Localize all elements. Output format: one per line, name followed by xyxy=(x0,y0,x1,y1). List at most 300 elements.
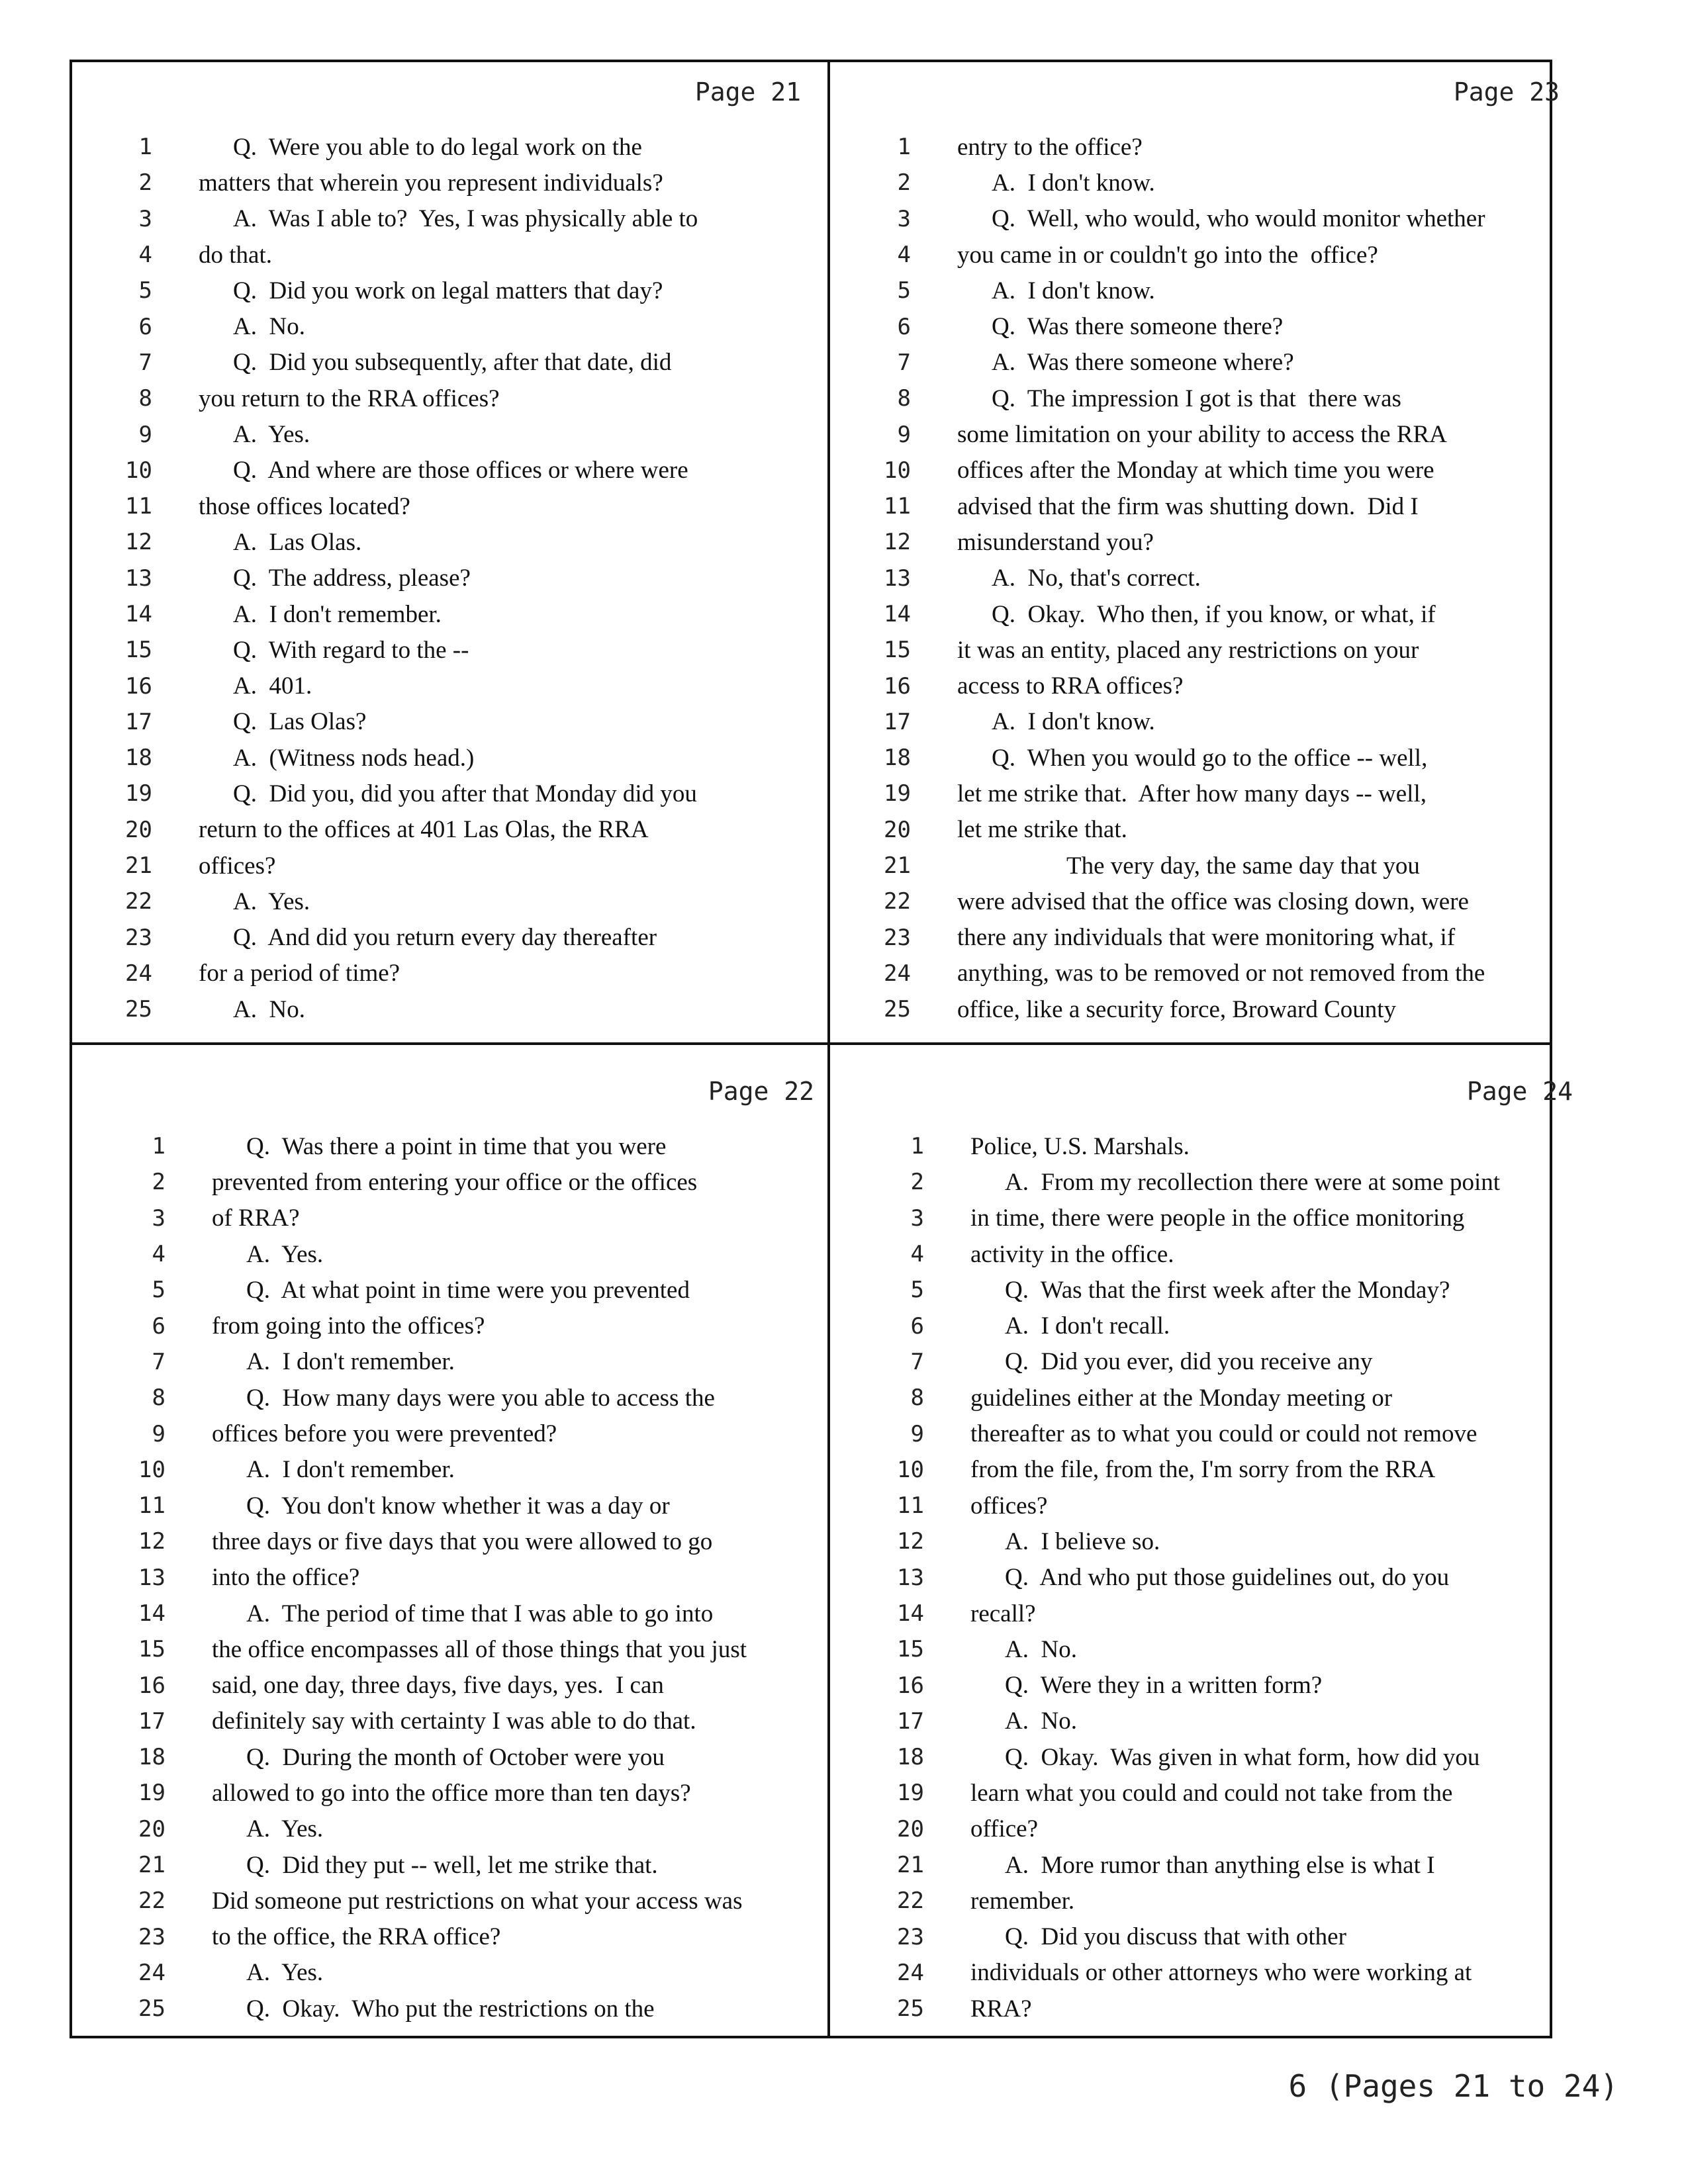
line-text: some limitation on your ability to access the RRA xyxy=(957,421,1447,449)
line-number: 6 xyxy=(910,1312,924,1340)
transcript-line xyxy=(831,632,1586,668)
line-text: Q. Did you subsequently, after that date, did xyxy=(233,349,672,377)
line-text: Q. And where are those offices or where were xyxy=(233,457,688,484)
line-text: to the office, the RRA office? xyxy=(212,1923,501,1951)
line-number: 6 xyxy=(152,1312,165,1340)
line-text: you came in or couldn't go into the office? xyxy=(957,241,1378,269)
transcript-line xyxy=(845,1704,1599,1739)
line-text: do that. xyxy=(199,241,272,269)
line-number: 11 xyxy=(897,1492,924,1520)
transcript-line xyxy=(845,1380,1599,1416)
line-text: prevented from entering your office or the offices xyxy=(212,1168,698,1196)
line-number: 21 xyxy=(897,1852,924,1879)
transcript-line xyxy=(73,704,827,740)
transcript-line xyxy=(845,1452,1599,1488)
transcript-line xyxy=(86,1847,841,1883)
transcript-line xyxy=(845,1919,1599,1955)
transcript-line xyxy=(73,165,827,201)
line-number: 4 xyxy=(152,1241,165,1268)
line-number: 3 xyxy=(138,205,152,232)
transcript-lines xyxy=(845,1128,1599,2026)
line-number: 21 xyxy=(125,852,152,880)
line-text: from going into the offices? xyxy=(212,1312,485,1340)
line-number: 8 xyxy=(152,1385,165,1412)
transcript-line xyxy=(845,1631,1599,1667)
line-number: 3 xyxy=(897,205,911,232)
line-text: A. I don't know. xyxy=(992,277,1155,304)
line-text: A. 401. xyxy=(233,672,312,700)
transcript-line xyxy=(831,345,1586,381)
line-number: 25 xyxy=(138,1995,165,2023)
line-number: 4 xyxy=(910,1241,924,1268)
line-number: 12 xyxy=(897,1528,924,1555)
line-text: A. No. xyxy=(1005,1707,1077,1735)
transcript-line xyxy=(73,884,827,919)
line-number: 14 xyxy=(138,1600,165,1627)
transcript-line xyxy=(831,740,1586,776)
line-text: Q. Was that the first week after the Monday? xyxy=(1005,1276,1450,1304)
line-number: 7 xyxy=(152,1348,165,1375)
transcript-line xyxy=(845,1416,1599,1451)
line-text: thereafter as to what you could or could not remove xyxy=(970,1420,1477,1448)
line-text: offices? xyxy=(199,852,276,880)
transcript-line xyxy=(845,1560,1599,1596)
line-number: 2 xyxy=(910,1169,924,1196)
line-text: A. Las Olas. xyxy=(233,528,362,556)
line-text: Q. Okay. Who then, if you know, or what, if xyxy=(992,600,1436,628)
transcript-line xyxy=(73,201,827,237)
line-number: 23 xyxy=(138,1923,165,1950)
transcript-line xyxy=(73,991,827,1027)
line-text: A. The period of time that I was able to go into xyxy=(246,1600,714,1627)
transcript-line xyxy=(831,704,1586,740)
horizontal-divider xyxy=(70,1042,1552,1045)
line-number: 21 xyxy=(884,852,911,880)
line-text: A. No. xyxy=(1005,1635,1077,1663)
line-number: 7 xyxy=(897,349,911,376)
line-text: Q. Did you ever, did you receive any xyxy=(1005,1348,1373,1376)
transcript-line xyxy=(831,273,1586,308)
line-number: 14 xyxy=(125,601,152,627)
transcript-page-23 xyxy=(831,63,1586,1029)
transcript-page-21 xyxy=(73,63,827,1029)
line-text: The very day, the same day that you xyxy=(1066,852,1420,880)
line-number: 5 xyxy=(897,277,911,304)
line-number: 19 xyxy=(125,780,152,807)
transcript-line xyxy=(831,920,1586,956)
line-text: matters that wherein you represent individuals? xyxy=(199,169,663,197)
line-number: 25 xyxy=(897,1995,924,2023)
line-number: 14 xyxy=(884,601,911,627)
transcript-line xyxy=(86,1416,841,1451)
line-number: 12 xyxy=(138,1528,165,1555)
line-number: 20 xyxy=(884,816,911,843)
line-text: definitely say with certainty I was able to do that. xyxy=(212,1707,696,1735)
line-number: 16 xyxy=(138,1672,165,1699)
line-text: RRA? xyxy=(970,1995,1032,2023)
transcript-line xyxy=(845,1739,1599,1775)
line-text: Q. The address, please? xyxy=(233,565,471,592)
line-text: activity in the office. xyxy=(970,1240,1174,1268)
transcript-line xyxy=(73,812,827,848)
transcript-lines xyxy=(73,129,827,1027)
line-number: 3 xyxy=(152,1205,165,1232)
transcript-line xyxy=(73,956,827,991)
line-text: A. No, that's correct. xyxy=(992,565,1201,592)
line-text: A. (Witness nods head.) xyxy=(233,744,475,772)
line-number: 11 xyxy=(138,1492,165,1520)
line-text: Q. At what point in time were you prevented xyxy=(246,1276,690,1304)
line-text: advised that the firm was shutting down. Did I xyxy=(957,492,1419,520)
line-text: A. I don't know. xyxy=(992,169,1155,197)
line-text: let me strike that. After how many days -- well, xyxy=(957,780,1427,807)
transcript-line xyxy=(86,1308,841,1343)
transcript-line xyxy=(73,381,827,416)
line-text: into the office? xyxy=(212,1564,360,1592)
transcript-line xyxy=(845,1883,1599,1919)
line-number: 15 xyxy=(884,637,911,664)
line-text: A. Yes. xyxy=(233,887,310,915)
transcript-line xyxy=(86,1704,841,1739)
line-text: Q. With regard to the -- xyxy=(233,636,469,664)
line-number: 1 xyxy=(910,1133,924,1160)
line-text: return to the offices at 401 Las Olas, the RRA xyxy=(199,816,649,844)
transcript-line xyxy=(845,1991,1599,2026)
transcript-line xyxy=(831,561,1586,596)
line-text: entry to the office? xyxy=(957,133,1143,161)
line-number: 25 xyxy=(125,996,152,1023)
transcript-line xyxy=(86,1344,841,1380)
transcript-line xyxy=(86,1667,841,1703)
line-text: Q. Did they put -- well, let me strike that. xyxy=(246,1851,658,1879)
line-text: A. Yes. xyxy=(246,1240,324,1268)
line-number: 19 xyxy=(138,1780,165,1807)
line-number: 12 xyxy=(884,529,911,556)
transcript-line xyxy=(86,1128,841,1164)
transcript-lines xyxy=(831,129,1586,1027)
transcript-line xyxy=(73,668,827,704)
line-number: 25 xyxy=(884,996,911,1023)
line-text: Q. Were you able to do legal work on the xyxy=(233,133,642,161)
page-number-header: Page 23 xyxy=(1453,77,1560,107)
transcript-line xyxy=(831,848,1586,884)
transcript-line xyxy=(73,920,827,956)
line-number: 1 xyxy=(897,134,911,161)
line-number: 9 xyxy=(910,1420,924,1447)
line-number: 5 xyxy=(910,1277,924,1304)
line-number: 22 xyxy=(125,888,152,915)
transcript-line xyxy=(831,308,1586,344)
line-text: access to RRA offices? xyxy=(957,672,1184,700)
transcript-line xyxy=(831,453,1586,488)
transcript-line xyxy=(86,1560,841,1596)
line-number: 13 xyxy=(897,1564,924,1591)
line-text: A. I don't know. xyxy=(992,708,1155,736)
page-number-header: Page 24 xyxy=(1466,1077,1573,1106)
transcript-line xyxy=(86,1452,841,1488)
transcript-line xyxy=(831,668,1586,704)
transcript-line xyxy=(845,1128,1599,1164)
line-number: 21 xyxy=(138,1852,165,1879)
line-number: 8 xyxy=(910,1385,924,1412)
transcript-line xyxy=(831,596,1586,632)
line-number: 20 xyxy=(897,1815,924,1843)
line-text: you return to the RRA offices? xyxy=(199,385,500,412)
transcript-line xyxy=(73,776,827,811)
line-text: Q. Did you discuss that with other xyxy=(1005,1923,1346,1951)
line-number: 23 xyxy=(897,1923,924,1950)
line-text: Q. Was there someone there? xyxy=(992,313,1284,341)
transcript-line xyxy=(73,488,827,524)
line-number: 6 xyxy=(897,313,911,340)
transcript-line xyxy=(73,273,827,308)
transcript-line xyxy=(845,1847,1599,1883)
line-number: 22 xyxy=(897,1888,924,1915)
line-number: 17 xyxy=(897,1707,924,1735)
line-text: offices before you were prevented? xyxy=(212,1420,557,1448)
transcript-line xyxy=(86,1380,841,1416)
line-number: 15 xyxy=(897,1636,924,1663)
transcript-line xyxy=(86,1991,841,2026)
page-footer: 6 (Pages 21 to 24) xyxy=(1288,2068,1618,2104)
transcript-line xyxy=(73,848,827,884)
line-text: A. I don't remember. xyxy=(246,1456,455,1484)
transcript-line xyxy=(845,1164,1599,1200)
line-text: A. Was there someone where? xyxy=(992,349,1294,377)
line-number: 1 xyxy=(152,1133,165,1160)
line-number: 22 xyxy=(884,888,911,915)
line-text: offices after the Monday at which time you were xyxy=(957,457,1434,484)
line-text: in time, there were people in the office monitoring xyxy=(970,1205,1465,1232)
transcript-line xyxy=(831,812,1586,848)
transcript-line xyxy=(86,1919,841,1955)
line-text: there any individuals that were monitoring what, if xyxy=(957,924,1456,952)
line-number: 5 xyxy=(138,277,152,304)
line-text: A. Yes. xyxy=(233,421,310,449)
line-text: A. I don't recall. xyxy=(1005,1312,1170,1340)
transcript-line xyxy=(86,1524,841,1559)
line-text: offices? xyxy=(970,1492,1048,1520)
line-text: for a period of time? xyxy=(199,960,400,987)
transcript-line xyxy=(845,1344,1599,1380)
line-text: Police, U.S. Marshals. xyxy=(970,1132,1190,1160)
transcript-line xyxy=(845,1524,1599,1559)
line-text: Q. How many days were you able to access the xyxy=(246,1384,715,1412)
line-number: 15 xyxy=(138,1636,165,1663)
transcript-line xyxy=(845,1667,1599,1703)
line-number: 4 xyxy=(138,242,152,269)
transcript-line xyxy=(845,1596,1599,1631)
line-number: 15 xyxy=(125,637,152,664)
line-number: 19 xyxy=(884,780,911,807)
line-number: 13 xyxy=(125,565,152,592)
line-text: Q. And did you return every day thereafter xyxy=(233,924,657,952)
line-text: A. Yes. xyxy=(246,1959,324,1987)
line-text: A. More rumor than anything else is what I xyxy=(1005,1851,1435,1879)
line-number: 9 xyxy=(138,421,152,448)
transcript-line xyxy=(831,416,1586,452)
line-number: 12 xyxy=(125,529,152,556)
line-number: 1 xyxy=(138,134,152,161)
transcript-line xyxy=(86,1596,841,1631)
line-text: A. I don't remember. xyxy=(233,600,442,628)
transcript-line xyxy=(73,308,827,344)
transcript-line xyxy=(845,1775,1599,1811)
transcript-page-22 xyxy=(86,1062,841,2028)
line-number: 18 xyxy=(884,745,911,772)
line-number: 16 xyxy=(897,1672,924,1699)
line-text: Q. Was there a point in time that you were xyxy=(246,1132,667,1160)
line-text: A. No. xyxy=(233,995,305,1023)
line-number: 16 xyxy=(884,672,911,700)
line-number: 24 xyxy=(138,1959,165,1986)
page-number-header: Page 22 xyxy=(708,1077,814,1106)
transcript-line xyxy=(831,129,1586,165)
page-number-header: Page 21 xyxy=(694,77,801,107)
line-text: Q. And who put those guidelines out, do you xyxy=(1005,1564,1450,1592)
line-text: misunderstand you? xyxy=(957,528,1154,556)
line-text: it was an entity, placed any restrictions on your xyxy=(957,636,1419,664)
transcript-line xyxy=(845,1488,1599,1524)
transcript-line xyxy=(831,956,1586,991)
line-number: 4 xyxy=(897,242,911,269)
transcript-lines xyxy=(86,1128,841,2026)
line-text: three days or five days that you were allowed to go xyxy=(212,1527,713,1555)
line-text: learn what you could and could not take from the xyxy=(970,1779,1453,1807)
line-text: Q. During the month of October were you xyxy=(246,1743,665,1771)
transcript-line xyxy=(73,524,827,560)
transcript-line xyxy=(845,1236,1599,1272)
transcript-line xyxy=(86,1164,841,1200)
line-text: let me strike that. xyxy=(957,816,1127,844)
line-number: 2 xyxy=(897,169,911,197)
line-text: individuals or other attorneys who were working at xyxy=(970,1959,1472,1987)
line-number: 22 xyxy=(138,1888,165,1915)
transcript-page-24 xyxy=(845,1062,1599,2028)
transcript-line xyxy=(86,1955,841,1991)
line-text: A. I don't remember. xyxy=(246,1348,455,1376)
line-text: A. I believe so. xyxy=(1005,1527,1160,1555)
line-number: 10 xyxy=(884,457,911,484)
line-number: 24 xyxy=(897,1959,924,1986)
line-text: Q. Well, who would, who would monitor whether xyxy=(992,205,1485,233)
line-number: 17 xyxy=(138,1707,165,1735)
line-text: Q. Las Olas? xyxy=(233,708,367,736)
line-number: 11 xyxy=(884,493,911,520)
transcript-line xyxy=(86,1631,841,1667)
line-number: 5 xyxy=(152,1277,165,1304)
line-text: were advised that the office was closing down, were xyxy=(957,887,1469,915)
line-text: Did someone put restrictions on what your access was xyxy=(212,1887,743,1915)
transcript-line xyxy=(73,129,827,165)
line-number: 20 xyxy=(125,816,152,843)
line-text: Q. Were they in a written form? xyxy=(1005,1672,1323,1700)
line-text: of RRA? xyxy=(212,1205,300,1232)
transcript-line xyxy=(845,1811,1599,1847)
line-text: the office encompasses all of those things that you just xyxy=(212,1635,747,1663)
line-text: Q. Okay. Was given in what form, how did you xyxy=(1005,1743,1480,1771)
line-text: Q. When you would go to the office -- well, xyxy=(992,744,1428,772)
line-number: 8 xyxy=(897,385,911,412)
line-number: 23 xyxy=(125,924,152,951)
line-text: A. From my recollection there were at some point xyxy=(1005,1168,1501,1196)
line-number: 6 xyxy=(138,313,152,340)
line-text: remember. xyxy=(970,1887,1075,1915)
line-text: A. Yes. xyxy=(246,1815,324,1843)
line-text: Q. Did you work on legal matters that day? xyxy=(233,277,663,304)
transcript-line xyxy=(831,201,1586,237)
line-text: Q. Did you, did you after that Monday did you xyxy=(233,780,697,807)
line-number: 14 xyxy=(897,1600,924,1627)
transcript-line xyxy=(831,884,1586,919)
transcript-line xyxy=(73,345,827,381)
transcript-line xyxy=(831,991,1586,1027)
line-number: 18 xyxy=(125,745,152,772)
transcript-line xyxy=(86,1272,841,1308)
transcript-line xyxy=(73,632,827,668)
line-number: 19 xyxy=(897,1780,924,1807)
line-number: 10 xyxy=(138,1456,165,1483)
line-text: office? xyxy=(970,1815,1039,1843)
line-text: Q. The impression I got is that there was xyxy=(992,385,1401,412)
line-number: 16 xyxy=(125,672,152,700)
line-number: 3 xyxy=(910,1205,924,1232)
line-text: guidelines either at the Monday meeting or xyxy=(970,1384,1393,1412)
line-number: 17 xyxy=(884,708,911,735)
transcript-line xyxy=(86,1739,841,1775)
line-text: anything, was to be removed or not removed from the xyxy=(957,960,1485,987)
transcript-line xyxy=(86,1775,841,1811)
line-number: 2 xyxy=(152,1169,165,1196)
line-number: 9 xyxy=(897,421,911,448)
transcript-line xyxy=(831,381,1586,416)
transcript-line xyxy=(86,1488,841,1524)
line-number: 24 xyxy=(884,960,911,987)
line-text: A. No. xyxy=(233,313,305,341)
transcript-line xyxy=(845,1272,1599,1308)
transcript-line xyxy=(73,596,827,632)
line-number: 24 xyxy=(125,960,152,987)
line-number: 18 xyxy=(897,1744,924,1771)
line-number: 17 xyxy=(125,708,152,735)
transcript-line xyxy=(831,165,1586,201)
line-number: 23 xyxy=(884,924,911,951)
transcript-line xyxy=(845,1201,1599,1236)
transcript-line xyxy=(86,1883,841,1919)
line-number: 18 xyxy=(138,1744,165,1771)
line-number: 11 xyxy=(125,493,152,520)
line-text: allowed to go into the office more than ten days? xyxy=(212,1779,691,1807)
line-text: recall? xyxy=(970,1600,1036,1627)
transcript-line xyxy=(845,1955,1599,1991)
transcript-line xyxy=(73,561,827,596)
line-number: 8 xyxy=(138,385,152,412)
transcript-line xyxy=(86,1201,841,1236)
line-number: 7 xyxy=(138,349,152,376)
transcript-line xyxy=(73,453,827,488)
transcript-line xyxy=(845,1308,1599,1343)
transcript-line xyxy=(73,237,827,273)
line-number: 13 xyxy=(138,1564,165,1591)
transcript-line xyxy=(831,524,1586,560)
transcript-line xyxy=(831,776,1586,811)
line-text: office, like a security force, Broward County xyxy=(957,995,1397,1023)
transcript-line xyxy=(73,416,827,452)
line-text: Q. You don't know whether it was a day or xyxy=(246,1492,670,1520)
transcript-line xyxy=(86,1811,841,1847)
transcript-line xyxy=(831,488,1586,524)
line-number: 13 xyxy=(884,565,911,592)
